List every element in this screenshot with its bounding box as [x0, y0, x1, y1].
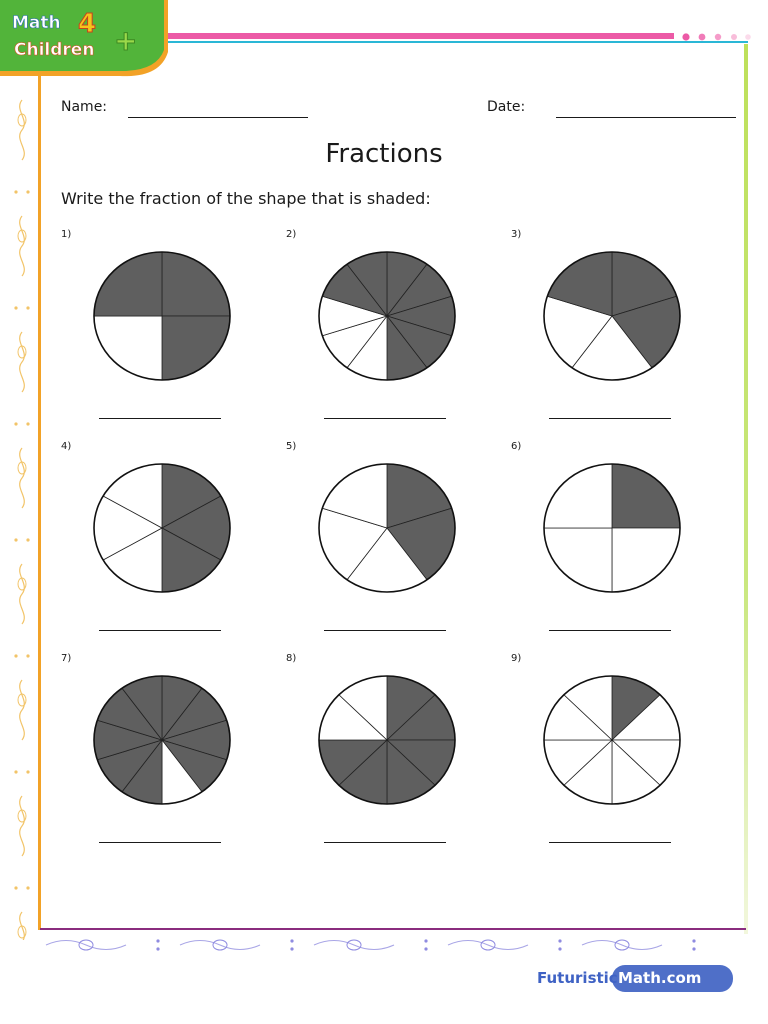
fraction-circle: [92, 250, 232, 382]
answer-line[interactable]: [324, 418, 446, 419]
answer-line[interactable]: [324, 630, 446, 631]
ornament-motif: [14, 680, 29, 774]
problem-number: 3): [511, 229, 522, 240]
logo-children-text: Children: [14, 40, 95, 60]
shaded-slice: [162, 316, 230, 380]
ornament-motif: [14, 216, 29, 310]
instruction-text: Write the fraction of the shape that is shaded:: [61, 189, 431, 208]
fraction-circle: [542, 462, 682, 594]
date-label: Date:: [487, 99, 526, 115]
logo-math-text: Math: [12, 13, 61, 33]
unshaded-slice: [544, 464, 612, 528]
ornament-motif: [314, 939, 428, 950]
ornament-motif: [14, 796, 29, 890]
problem-number: 1): [61, 229, 72, 240]
problem-number: 5): [286, 441, 297, 452]
ornament-motif: [14, 448, 29, 542]
problem-number: 2): [286, 229, 297, 240]
logo-plus-text: +: [114, 24, 138, 57]
ornament-motif: [46, 939, 160, 950]
ornament-motif: [448, 939, 562, 950]
shaded-slice: [94, 252, 162, 316]
fraction-circle: [317, 462, 457, 594]
answer-line[interactable]: [549, 418, 671, 419]
left-ornament-border: [8, 80, 36, 940]
ornament-motif: [582, 939, 696, 950]
right-border: [744, 44, 748, 934]
brand-text-futuristic: Futuristic: [537, 969, 618, 987]
problem-number: 8): [286, 653, 297, 664]
math-for-children-logo: [0, 0, 170, 80]
fraction-circle: [317, 674, 457, 806]
answer-line[interactable]: [324, 842, 446, 843]
answer-line[interactable]: [99, 842, 221, 843]
answer-line[interactable]: [99, 418, 221, 419]
name-label: Name:: [61, 99, 108, 115]
name-field-line[interactable]: [128, 117, 308, 118]
unshaded-slice: [612, 528, 680, 592]
fraction-circle: [542, 250, 682, 382]
page-title: Fractions: [325, 139, 443, 169]
shaded-slice: [162, 252, 230, 316]
fraction-circle: [317, 250, 457, 382]
logo-four-text: 4: [78, 9, 97, 39]
date-field-line[interactable]: [556, 117, 736, 118]
unshaded-slice: [94, 316, 162, 380]
problem-number: 6): [511, 441, 522, 452]
problem-number: 4): [61, 441, 72, 452]
left-border-line: [38, 72, 41, 930]
answer-line[interactable]: [549, 630, 671, 631]
unshaded-slice: [544, 528, 612, 592]
ornament-motif: [14, 332, 29, 426]
bottom-ornament-border: [36, 934, 756, 956]
ornament-motif: [14, 564, 29, 658]
problem-number: 7): [61, 653, 72, 664]
answer-line[interactable]: [99, 630, 221, 631]
ornament-motif: [180, 939, 294, 950]
shaded-slice: [612, 464, 680, 528]
problem-number: 9): [511, 653, 522, 664]
brand-text-math-com: Math.com: [618, 969, 702, 987]
futuristic-math-brand[interactable]: [537, 965, 733, 992]
bottom-border-line: [40, 928, 746, 930]
answer-line[interactable]: [549, 842, 671, 843]
fraction-circle: [92, 674, 232, 806]
fraction-circle: [542, 674, 682, 806]
top-border-pink: [168, 33, 674, 39]
decorative-dots: [680, 32, 760, 42]
ornament-motif: [14, 912, 29, 940]
fraction-circle: [92, 462, 232, 594]
top-border-blue: [168, 41, 748, 43]
